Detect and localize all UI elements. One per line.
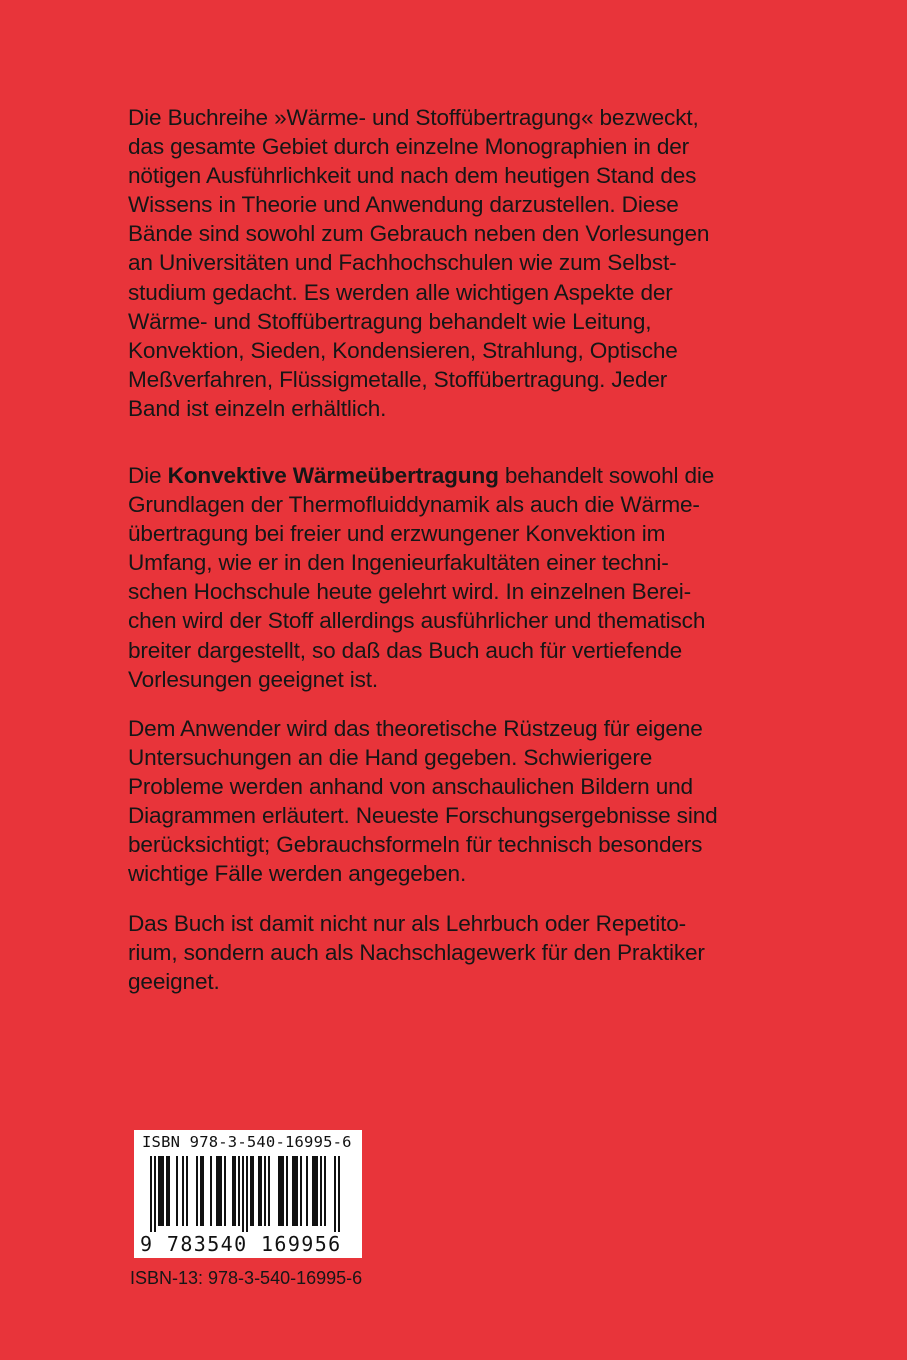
isbn-barcode	[134, 1130, 362, 1258]
barcode-bar	[196, 1156, 198, 1226]
barcode-bar	[260, 1156, 262, 1226]
barcode-bar	[282, 1156, 284, 1226]
text-line: Diagrammen erläutert. Neueste Forschungsergebnisse sind	[128, 803, 718, 829]
text-line: Band ist einzeln erhältlich.	[128, 395, 387, 421]
barcode-digits: 9 783540 169956	[140, 1232, 342, 1256]
text-line: schen Hochschule heute gelehrt wird. In einzelnen Berei-	[128, 579, 692, 605]
barcode-bar	[166, 1156, 168, 1226]
barcode-bar	[334, 1156, 336, 1232]
barcode-bar	[312, 1156, 314, 1226]
barcode-bar	[242, 1156, 244, 1232]
barcode-bar	[238, 1156, 240, 1226]
barcode-bar	[294, 1156, 296, 1226]
barcode-bar	[268, 1156, 270, 1226]
barcode-bar	[306, 1156, 308, 1226]
barcode-bar	[162, 1156, 164, 1226]
barcode-bar	[154, 1156, 156, 1232]
text-line: rium, sondern auch als Nachschlagewerk für den Praktiker	[128, 940, 705, 966]
barcode-bar	[316, 1156, 318, 1226]
barcode-bar	[286, 1156, 288, 1226]
barcode-bar	[224, 1156, 226, 1226]
barcode-bar	[176, 1156, 178, 1226]
description-paragraph	[128, 461, 828, 694]
barcode-bar	[202, 1156, 204, 1226]
barcode-bar	[246, 1156, 248, 1232]
barcode-bar	[250, 1156, 252, 1226]
barcode-bar	[292, 1156, 294, 1226]
barcode-bar	[218, 1156, 220, 1226]
text-line: das gesamte Gebiet durch einzelne Monographien in der	[128, 134, 690, 160]
barcode-bar	[300, 1156, 302, 1226]
barcode-bar	[210, 1156, 212, 1226]
text-line: Wissens in Theorie und Anwendung darzustellen. Diese	[128, 192, 679, 218]
barcode-bar	[314, 1156, 316, 1226]
barcode-bar	[252, 1156, 254, 1226]
barcode-bar	[150, 1156, 152, 1232]
text-line: Wärme- und Stoffübertragung behandelt wie Leitung,	[128, 308, 652, 334]
closing-paragraph	[128, 909, 828, 996]
text-line: geeignet.	[128, 969, 220, 995]
barcode-bar	[220, 1156, 222, 1226]
text-line: Probleme werden anhand von anschaulichen Bildern und	[128, 774, 693, 800]
barcode-bar	[182, 1156, 184, 1226]
text-line: chen wird der Stoff allerdings ausführlicher und thematisch	[128, 608, 706, 634]
barcode-bar	[232, 1156, 234, 1226]
text-line: Untersuchungen an die Hand gegeben. Schwierigere	[128, 745, 653, 771]
text-line: Dem Anwender wird das theoretische Rüstzeug für eigene	[128, 716, 703, 741]
text-line: Das Buch ist damit nicht nur als Lehrbuch oder Repetito-	[128, 911, 686, 936]
text-line: Umfang, wie er in den Ingenieurfakultäten einer techni-	[128, 550, 669, 576]
description-first-line: Die Konvektive Wärmeübertragung behandelt sowohl die	[128, 463, 715, 488]
barcode-bar	[234, 1156, 236, 1226]
text-line: an Universitäten und Fachhochschulen wie zum Selbst-	[128, 250, 677, 276]
barcode-isbn-label: ISBN 978-3-540-16995-6	[142, 1133, 352, 1151]
text-line: übertragung bei freier und erzwungener Konvektion im	[128, 521, 666, 547]
barcode-bar	[158, 1156, 160, 1226]
text-line: Grundlagen der Thermofluiddynamik als auch die Wärme-	[128, 492, 700, 518]
intro-paragraph	[128, 103, 828, 423]
barcode-bar	[320, 1156, 322, 1226]
barcode-bar	[264, 1156, 266, 1226]
barcode-bar	[160, 1156, 162, 1226]
barcode-bar	[278, 1156, 280, 1226]
barcode-bar	[216, 1156, 218, 1226]
barcode-bar	[186, 1156, 188, 1226]
text-line: berücksichtigt; Gebrauchsformeln für technisch besonders	[128, 832, 703, 858]
barcode-bars	[150, 1156, 350, 1232]
text-line: Vorlesungen geeignet ist.	[128, 666, 378, 692]
barcode-bar	[338, 1156, 340, 1232]
barcode-bar	[296, 1156, 298, 1226]
barcode-bar	[280, 1156, 282, 1226]
text-line: Die Buchreihe »Wärme- und Stoffübertragung« bezweckt,	[128, 105, 699, 130]
isbn13-label: ISBN-13: 978-3-540-16995-6	[130, 1268, 363, 1288]
application-paragraph	[128, 714, 828, 889]
barcode-bar	[258, 1156, 260, 1226]
text-line: Meßverfahren, Flüssigmetalle, Stoffübertragung. Jeder	[128, 366, 668, 392]
barcode-bar	[324, 1156, 326, 1226]
book-title-bold: Konvektive Wärmeübertragung	[167, 463, 499, 488]
barcode-bar	[168, 1156, 170, 1226]
text-line: nötigen Ausführlichkeit und nach dem heutigen Stand des	[128, 163, 697, 189]
text-line: Bände sind sowohl zum Gebrauch neben den Vorlesungen	[128, 221, 710, 247]
barcode-bar	[200, 1156, 202, 1226]
text-line: wichtige Fälle werden angegeben.	[128, 861, 467, 887]
text-line: studium gedacht. Es werden alle wichtigen Aspekte der	[128, 279, 673, 305]
text-line: breiter dargestellt, so daß das Buch auch für vertiefende	[128, 637, 683, 663]
text-line: Konvektion, Sieden, Kondensieren, Strahlung, Optische	[128, 337, 678, 363]
